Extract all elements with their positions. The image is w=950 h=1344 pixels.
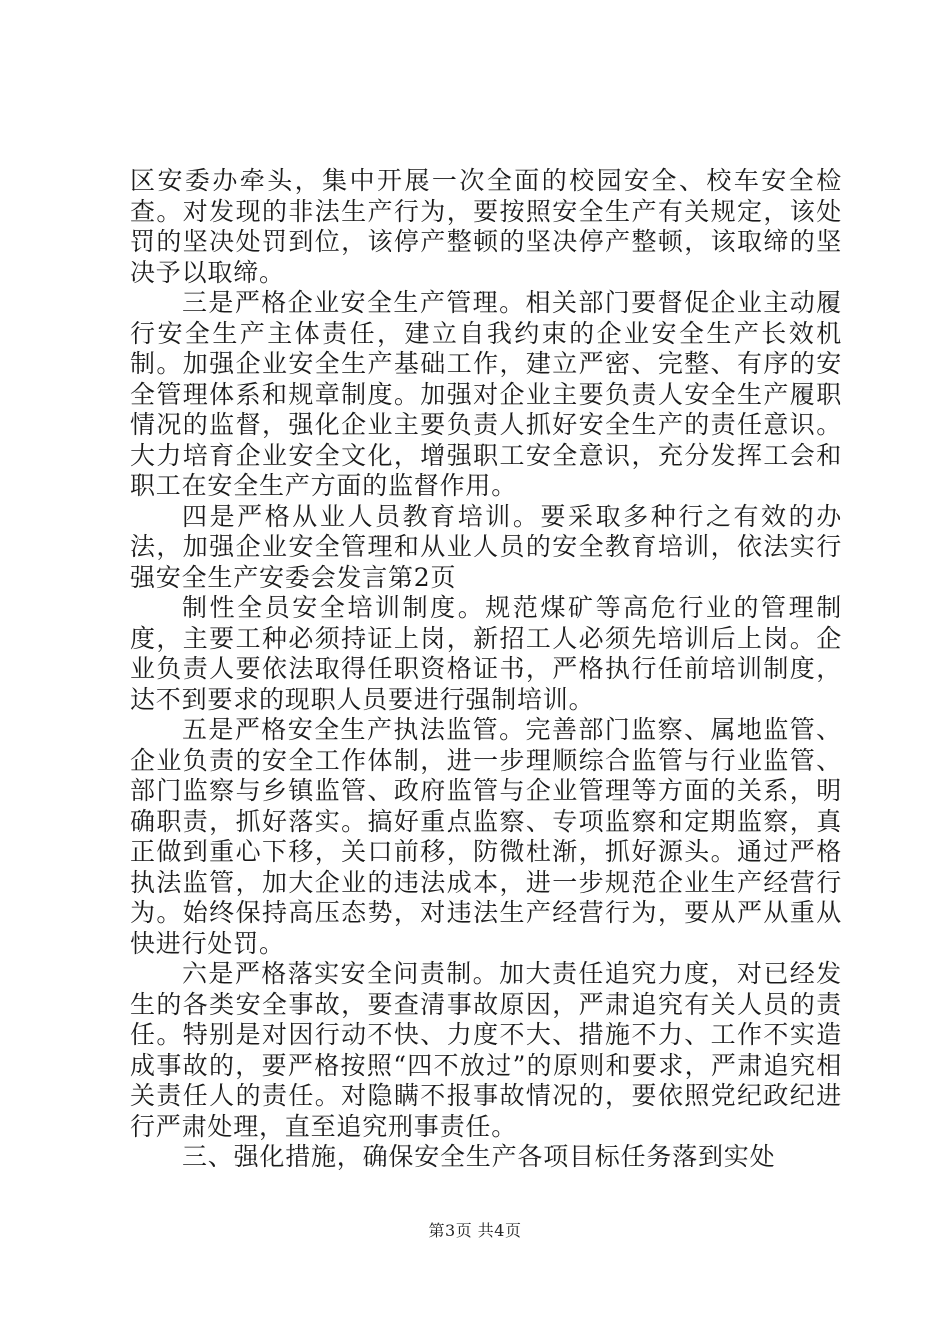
paragraph-continuation: 区安委办牵头，集中开展一次全面的校园安全、校车安全检查。对发现的非法生产行为，要按照安全生产有关规定，该处罚的坚决处罚到位，该停产整顿的坚决停产整顿，该取缔的坚决予以取缔。 xyxy=(130,166,842,287)
paragraph-staff-training: 四是严格从业人员教育培训。要采取多种行之有效的办法，加强企业安全管理和从业人员的安全教育培训，依法实行强安全生产安委会发言第2页 xyxy=(130,501,842,592)
paragraph-enterprise-management: 三是严格企业安全生产管理。相关部门要督促企业主动履行安全生产主体责任，建立自我约束的企业安全生产长效机制。加强企业安全生产基础工作，建立严密、完整、有序的安全管理体系和规章制度。加强对企业主要负责人安全生产履职情况的监督，强化企业主要负责人抓好安全生产的责任意识。大力培育企业安全文化，增强职工安全意识，充分发挥工会和职工在安全生产方面的监督作用。 xyxy=(130,288,842,500)
paragraph-training-system: 制性全员安全培训制度。规范煤矿等高危行业的管理制度，主要工种必须持证上岗，新招工人必须先培训后上岗。企业负责人要依法取得任职资格证书，严格执行任前培训制度，达不到要求的现职人员要进行强制培训。 xyxy=(130,593,842,714)
paragraph-accountability: 六是严格落实安全问责制。加大责任追究力度，对已经发生的各类安全事故，要查清事故原因，严肃追究有关人员的责任。特别是对因行动不快、力度不大、措施不力、工作不实造成事故的，要严格按照“四不放过”的原则和要求，严肃追究相关责任人的责任。对隐瞒不报事故情况的，要依照党纪政纪进行严肃处理，直至追究刑事责任。 xyxy=(130,959,842,1141)
section-heading-measures: 三、强化措施，确保安全生产各项目标任务落到实处 xyxy=(182,1142,776,1171)
document-body xyxy=(130,166,842,1173)
page-number-footer: 第3页 共4页 xyxy=(428,1221,522,1240)
paragraph-law-enforcement: 五是严格安全生产执法监管。完善部门监察、属地监管、企业负责的安全工作体制，进一步理顺综合监管与行业监管、部门监察与乡镇监管、政府监管与企业管理等方面的关系，明确职责，抓好落实。搞好重点监察、专项监察和定期监察，真正做到重心下移，关口前移，防微杜渐，抓好源头。通过严格执法监管，加大企业的违法成本，进一步规范企业生产经营行为。始终保持高压态势，对违法生产经营行为，要从严从重从快进行处罚。 xyxy=(130,715,842,958)
